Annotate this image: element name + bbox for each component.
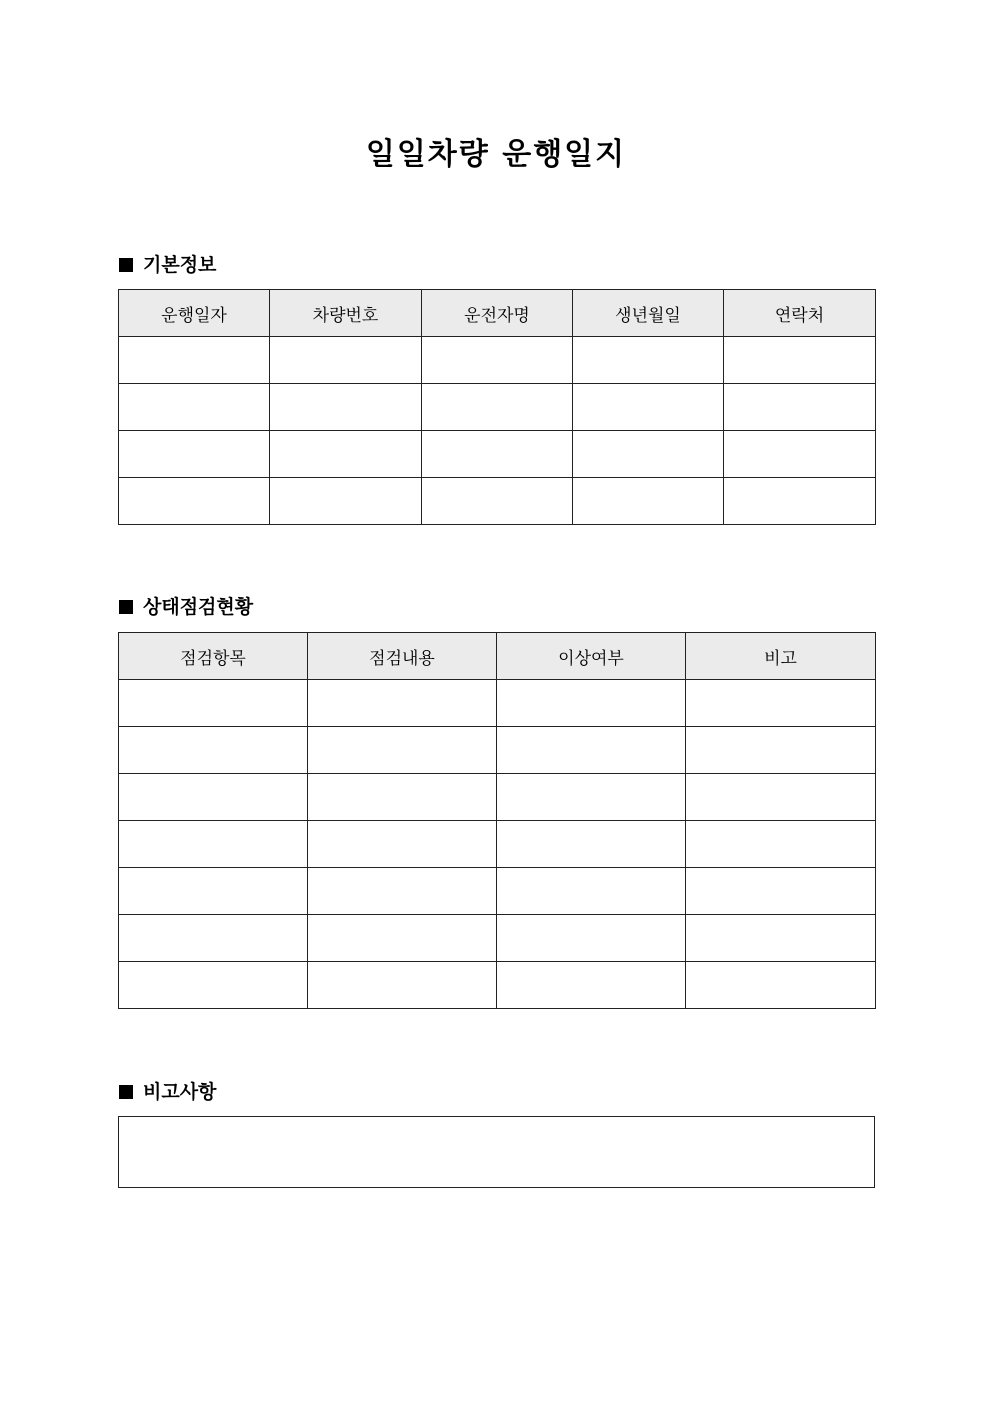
table-row: [119, 680, 876, 727]
table-cell[interactable]: [119, 868, 308, 915]
section-heading-inspection: [119, 595, 253, 619]
table-cell[interactable]: [686, 774, 876, 821]
table-cell[interactable]: [724, 478, 876, 525]
section-heading-remarks: [119, 1080, 216, 1104]
table-cell[interactable]: [724, 337, 876, 384]
table-cell[interactable]: [119, 821, 308, 868]
table-cell[interactable]: [270, 384, 422, 431]
table-cell[interactable]: [119, 680, 308, 727]
table-cell[interactable]: [497, 962, 686, 1009]
table-cell[interactable]: [119, 337, 270, 384]
table-cell[interactable]: [573, 337, 724, 384]
table-row: [119, 337, 876, 384]
column-header: 점검항목: [119, 633, 308, 680]
table-cell[interactable]: [308, 774, 497, 821]
table-row: [119, 821, 876, 868]
table-cell[interactable]: [119, 384, 270, 431]
section-heading-label: 기본정보: [143, 254, 217, 276]
table-row: [119, 915, 876, 962]
table-header-row: [119, 290, 876, 337]
table-cell[interactable]: [573, 431, 724, 478]
square-bullet-icon: [119, 258, 133, 272]
table-cell[interactable]: [270, 431, 422, 478]
column-header: 비고: [686, 633, 876, 680]
column-header: 이상여부: [497, 633, 686, 680]
table-cell[interactable]: [686, 821, 876, 868]
table-cell[interactable]: [573, 478, 724, 525]
column-header: 차량번호: [270, 290, 422, 337]
table-row: [119, 774, 876, 821]
table-cell[interactable]: [497, 868, 686, 915]
table-row: [119, 962, 876, 1009]
section-heading-label: 상태점검현황: [143, 596, 254, 618]
table-cell[interactable]: [686, 727, 876, 774]
section-heading-label: 비고사항: [143, 1081, 217, 1103]
document-title: 일일차량 운행일지: [365, 137, 627, 172]
table-cell[interactable]: [308, 727, 497, 774]
inspection-table: [118, 632, 876, 1009]
table-cell[interactable]: [308, 962, 497, 1009]
column-header: 연락처: [724, 290, 876, 337]
table-cell[interactable]: [422, 384, 573, 431]
table-cell[interactable]: [686, 868, 876, 915]
table-cell[interactable]: [422, 337, 573, 384]
column-header: 운행일자: [119, 290, 270, 337]
square-bullet-icon: [119, 600, 133, 614]
column-header: 점검내용: [308, 633, 497, 680]
table-row: [119, 431, 876, 478]
table-cell[interactable]: [119, 727, 308, 774]
table-cell[interactable]: [119, 478, 270, 525]
table-cell[interactable]: [308, 915, 497, 962]
table-cell[interactable]: [422, 431, 573, 478]
table-cell[interactable]: [686, 915, 876, 962]
section-heading-basic-info: [119, 253, 216, 277]
basic-info-table: [118, 289, 876, 525]
table-cell[interactable]: [686, 962, 876, 1009]
square-bullet-icon: [119, 1085, 133, 1099]
table-row: [119, 384, 876, 431]
table-cell[interactable]: [497, 680, 686, 727]
table-cell[interactable]: [497, 727, 686, 774]
table-cell[interactable]: [686, 680, 876, 727]
table-cell[interactable]: [497, 915, 686, 962]
table-header-row: [119, 633, 876, 680]
column-header: 생년월일: [573, 290, 724, 337]
table-cell[interactable]: [308, 680, 497, 727]
table-cell[interactable]: [119, 962, 308, 1009]
table-cell[interactable]: [270, 337, 422, 384]
table-cell[interactable]: [270, 478, 422, 525]
table-cell[interactable]: [119, 774, 308, 821]
table-row: [119, 727, 876, 774]
table-cell[interactable]: [497, 821, 686, 868]
table-cell[interactable]: [497, 774, 686, 821]
table-row: [119, 868, 876, 915]
table-cell[interactable]: [308, 821, 497, 868]
table-cell[interactable]: [308, 868, 497, 915]
table-cell[interactable]: [724, 384, 876, 431]
table-cell[interactable]: [422, 478, 573, 525]
table-cell[interactable]: [119, 915, 308, 962]
remarks-box[interactable]: [118, 1116, 875, 1188]
column-header: 운전자명: [422, 290, 573, 337]
table-cell[interactable]: [119, 431, 270, 478]
table-cell[interactable]: [724, 431, 876, 478]
table-row: [119, 478, 876, 525]
table-cell[interactable]: [573, 384, 724, 431]
